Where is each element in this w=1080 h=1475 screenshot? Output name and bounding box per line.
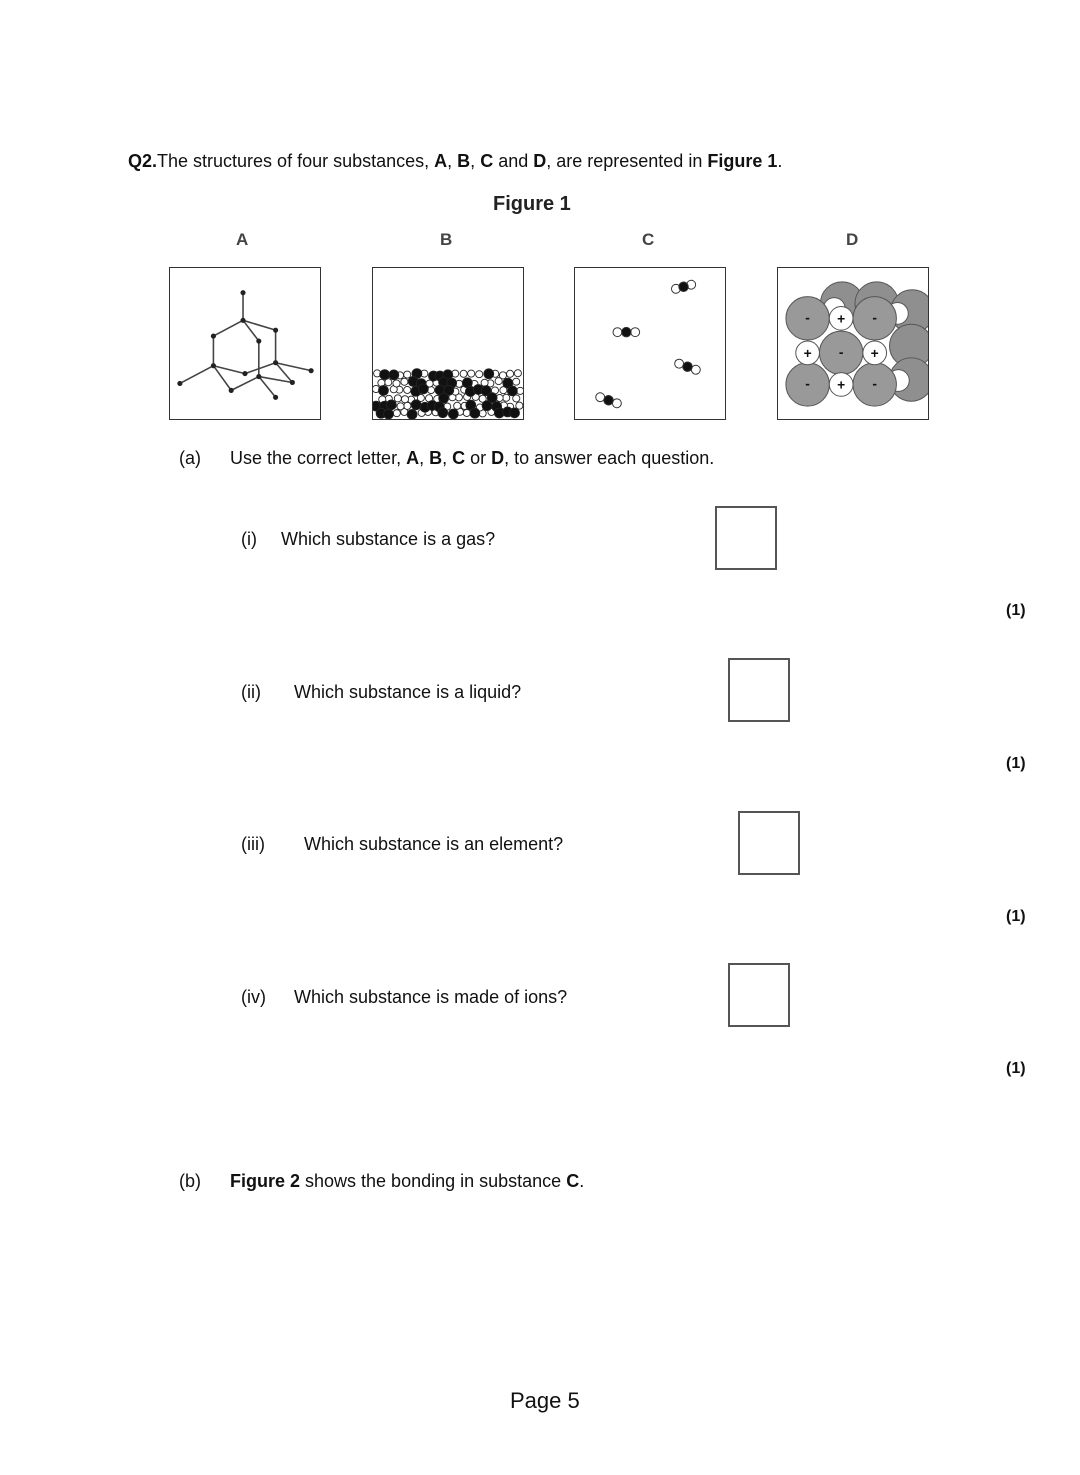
liquid-particle-dark [386,400,396,410]
answer-box-iv[interactable] [728,963,790,1027]
answer-box-i[interactable] [715,506,777,570]
marks-label: (1) [1006,1060,1026,1077]
liquid-particle-light [507,370,514,377]
part-b-label: (b) [179,1171,201,1191]
negative-ion-sign: - [805,375,810,392]
liquid-particle-light [404,371,411,378]
positive-ion-sign: + [870,344,879,361]
liquid-particle-dark [384,409,394,419]
panel-d-label: D [846,230,859,249]
negative-ion-sign: - [872,309,878,326]
liquid-particle-dark [448,409,458,419]
liquid-particle-light [393,410,400,417]
question-text: Which substance is an element? [304,834,564,854]
positive-ion-sign: + [803,344,812,361]
liquid-particle-light [401,396,408,403]
liquid-particle-light [394,395,401,402]
liquid-particle-dark [470,408,480,418]
liquid-particle-light [460,370,467,377]
liquid-particle-light [468,370,475,377]
liquid-particle-light [499,372,506,379]
liquid-particle-dark [380,370,390,380]
liquid-particle-light [397,403,404,410]
negative-ion-sign: - [872,375,878,392]
gas-molecule [673,358,701,376]
question-text: Which substance is a liquid? [294,682,522,702]
liquid-particle-dark [418,384,428,394]
gas-molecule [594,391,622,409]
question-number: (ii) [241,682,261,702]
liquid-particle-dark [407,409,417,419]
liquid-particle-light [404,386,411,393]
liquid-particle-light [514,370,521,377]
liquid-particle-light [401,378,408,385]
marks-label: (1) [1006,755,1026,772]
question-number: (i) [241,529,257,549]
liquid-particle-dark [411,400,421,410]
page-number: Page 5 [510,1388,580,1413]
negative-ion-sign: - [838,343,844,360]
panel-b-diagram [372,267,524,420]
positive-ion-sign: + [837,376,846,393]
answer-box-ii[interactable] [728,658,790,722]
panel-b-label: B [440,230,453,249]
liquid-particle-light [454,402,461,409]
liquid-particle-light [513,378,520,385]
part-b-text: Figure 2 shows the bonding in substance C. [230,1171,585,1191]
gas-molecule [670,279,696,295]
liquid-particle-dark [510,408,520,418]
ionic-lattice-icon [778,268,928,419]
liquid-particle-light [476,371,483,378]
liquid-particle-light [463,409,470,416]
liquid-particle-light [481,379,488,386]
liquid-particle-dark [484,369,494,379]
marks-label: (1) [1006,908,1026,925]
panel-d-diagram [777,267,929,420]
liquid-particle-dark [482,401,492,411]
question-number: (iii) [241,834,265,854]
question-intro: Q2.The structures of four substances, A, B, C and D, are represented in Figure 1. [128,151,783,171]
part-a-label: (a) [179,448,201,468]
negative-ion-sign: - [805,309,810,326]
liquid-particle-light [503,394,510,401]
part-a-instruction: Use the correct letter, A, B, C or D, to answer each question. [230,448,715,468]
gas-molecule [613,327,640,336]
liquid-particle-dark [379,386,389,396]
liquid-particles-icon [373,268,523,419]
figure-1-title: Figure 1 [493,193,571,215]
liquid-particle-light [393,380,400,387]
gas-molecules-icon [575,268,725,419]
panel-a-diagram [169,267,321,420]
panel-c-diagram [574,267,726,420]
question-number: Q2. [128,151,158,171]
answer-box-iii[interactable] [738,811,800,875]
marks-label: (1) [1006,602,1026,619]
question-text: Which substance is a gas? [281,529,496,549]
liquid-particle-dark [389,370,399,380]
liquid-particle-dark [507,386,517,396]
covalent-lattice-icon [170,268,320,419]
liquid-particle-dark [438,408,448,418]
positive-ion-sign: + [837,310,846,327]
panel-c-label: C [642,230,655,249]
question-text: Which substance is made of ions? [294,987,568,1007]
question-number: (iv) [241,987,266,1007]
panel-a-label: A [236,230,249,249]
